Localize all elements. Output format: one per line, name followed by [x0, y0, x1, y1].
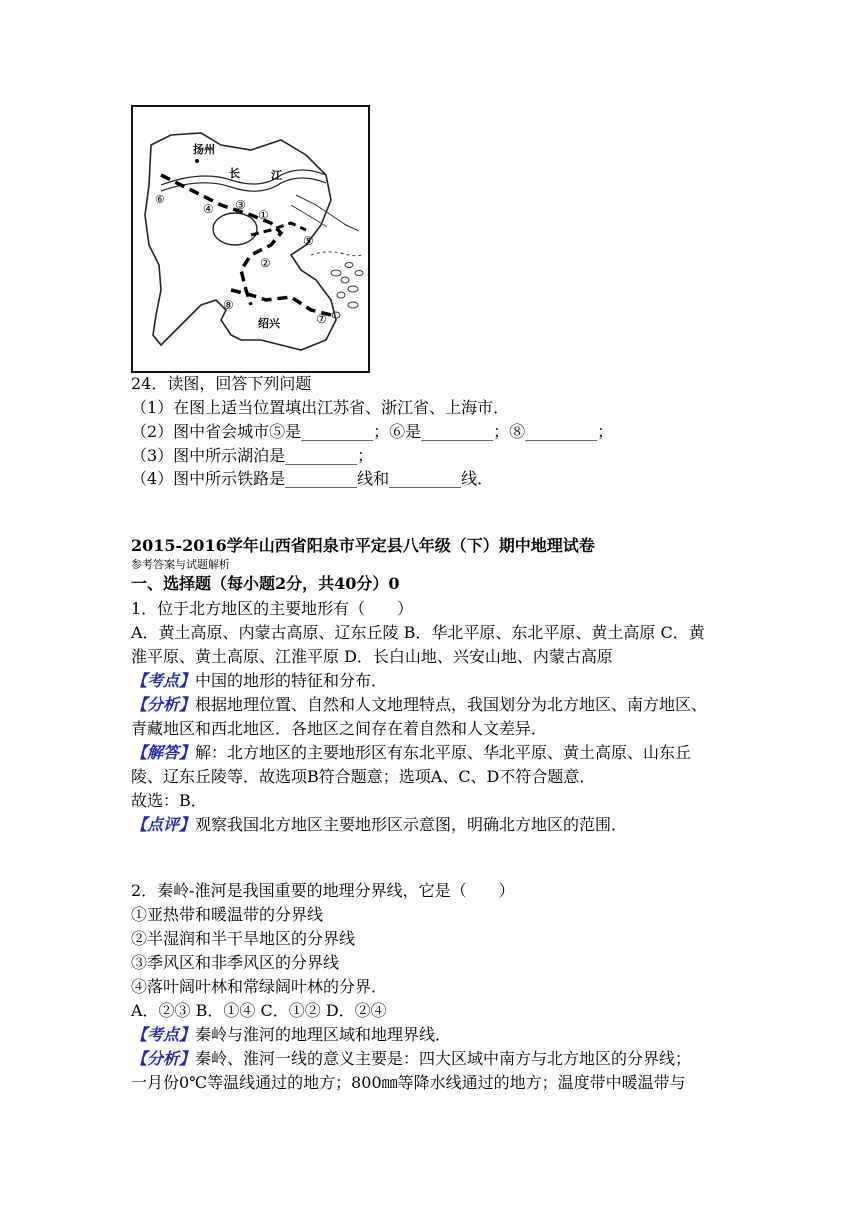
- map-marker-7: ⑦: [316, 312, 327, 326]
- map-marker-6: ⑥: [155, 193, 165, 206]
- q2-fenxi: 【分析】秦岭、淮河一线的意义主要是：四大区域中南方与北方地区的分界线；: [131, 1049, 692, 1068]
- q24-stem: 24．读图，回答下列问题: [131, 374, 312, 393]
- q24-sub2: （2）图中省会城市⑤是_________；⑥是_________；⑧_________；: [131, 422, 614, 441]
- q2-fenxi-2: 一月份0℃等温线通过的地方；800㎜等降水线通过的地方；温度带中暖温带与: [131, 1073, 686, 1092]
- answers-title: 2015-2016学年山西省阳泉市平定县八年级（下）期中地理试卷: [131, 536, 595, 555]
- region-map: [131, 105, 370, 373]
- fenxi-tag: 【分析】: [131, 1049, 196, 1068]
- map-label-chang: 长: [229, 167, 240, 180]
- q2-item-4: ④落叶阔叶林和常绿阔叶林的分界．: [131, 977, 388, 996]
- q2-item-3: ③季风区和非季风区的分界线: [131, 953, 340, 972]
- map-marker-3: ③: [235, 198, 246, 212]
- map-label-yangzhou: 扬州: [193, 143, 215, 156]
- map-label-shaoxing: 绍兴: [258, 317, 280, 330]
- q2-kaodian: 【考点】秦岭与淮河的地理区域和地理界线．: [131, 1025, 452, 1044]
- q1-stem: 1．位于北方地区的主要地形有（ ）: [131, 599, 414, 618]
- q1-kaodian: 【考点】中国的地形的特征和分布．: [131, 671, 388, 690]
- map-marker-4: ④: [203, 202, 214, 216]
- map-marker-5: ⑤: [303, 234, 314, 248]
- q24-sub1: （1）在图上适当位置填出江苏省、浙江省、上海市．: [131, 398, 510, 417]
- q1-dianping: 【点评】观察我国北方地区主要地形区示意图，明确北方地区的范围．: [131, 815, 628, 834]
- q24-sub3: （3）图中所示湖泊是_________；: [131, 446, 374, 465]
- map-marker-8: ⑧: [223, 298, 234, 312]
- map-label-jiang: 江: [271, 169, 282, 182]
- q1-jieda: 【解答】解：北方地区的主要地形区有东北平原、华北平原、黄土高原、山东丘: [131, 743, 692, 762]
- q1-fenxi-2: 青藏地区和西北地区．各地区之间存在着自然和人文差异．: [131, 719, 548, 738]
- map-marker-2: ②: [260, 256, 271, 270]
- q1-options-1: A．黄土高原、内蒙古高原、辽东丘陵 B．华北平原、东北平原、黄土高原 C．黄: [131, 623, 705, 642]
- q1-fenxi: 【分析】根据地理位置、自然和人文地理特点，我国划分为北方地区、南方地区、: [131, 695, 708, 714]
- q2-item-1: ①亚热带和暖温带的分界线: [131, 905, 324, 924]
- q1-answer: 故选：B．: [131, 791, 207, 810]
- q24-sub4: （4）图中所示铁路是_________线和_________线．: [131, 469, 494, 488]
- fenxi-tag: 【分析】: [131, 695, 196, 714]
- dianping-tag: 【点评】: [131, 815, 196, 834]
- q2-stem: 2．秦岭-淮河是我国重要的地理分界线，它是（ ）: [131, 881, 515, 900]
- q1-jieda-2: 陵、辽东丘陵等．故选项B符合题意；选项A、C、D不符合题意．: [131, 767, 596, 786]
- kaodian-tag: 【考点】: [131, 1025, 196, 1044]
- q1-options-2: 淮平原、黄土高原、江淮平原 D．长白山地、兴安山地、内蒙古高原: [131, 647, 613, 666]
- answers-subtitle: 参考答案与试题解析: [131, 558, 230, 571]
- jieda-tag: 【解答】: [131, 743, 196, 762]
- q2-options: A．②③ B．①④ C．①② D．②④: [131, 1001, 387, 1020]
- section-heading: 一、选择题（每小题2分，共40分）0: [131, 574, 400, 593]
- map-marker-1: ①: [258, 208, 269, 222]
- kaodian-tag: 【考点】: [131, 671, 196, 690]
- q2-item-2: ②半湿润和半干旱地区的分界线: [131, 929, 356, 948]
